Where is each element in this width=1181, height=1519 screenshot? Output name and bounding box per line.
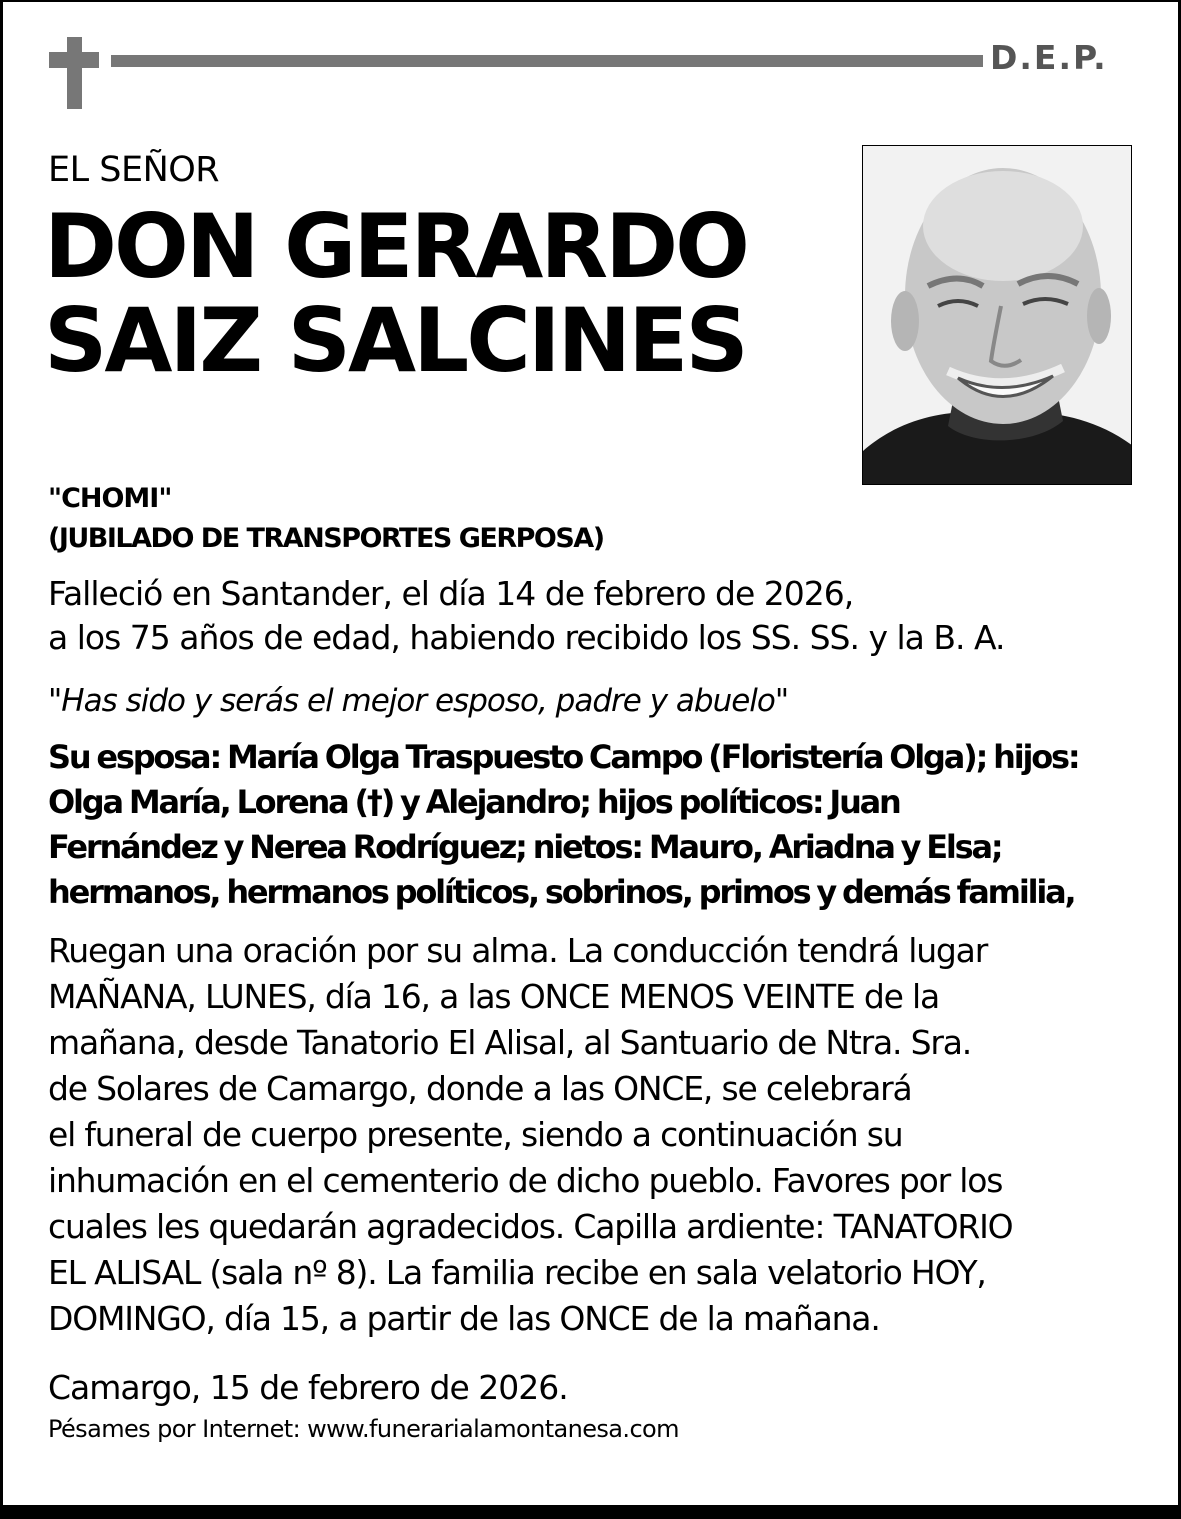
ceremony-line: DOMINGO, día 15, a partir de las ONCE de la mañana. [48,1299,880,1338]
family-line: Fernández y Nerea Rodríguez; nietos: Mauro, Ariadna y Elsa; [48,828,1002,866]
ceremony-line: Ruegan una oración por su alma. La conducción tendrá lugar [48,931,988,970]
death-info [48,572,1148,660]
family-line: Su esposa: María Olga Traspuesto Campo (Floristería Olga); hijos: [48,738,1079,776]
condolences-website[interactable]: Pésames por Internet: www.funerarialamontanesa.com [48,1415,679,1443]
ceremony-line: EL ALISAL (sala nº 8). La familia recibe en sala velatorio HOY, [48,1253,986,1292]
quote: "Has sido y serás el mejor esposo, padre y abuelo" [48,683,789,719]
death-line-1: Falleció en Santander, el día 14 de febrero de 2026, [48,574,854,613]
ceremony-line: el funeral de cuerpo presente, siendo a continuación su [48,1115,903,1154]
ceremony-details [48,928,1133,1342]
portrait-illustration [863,146,1132,485]
occupation: (JUBILADO DE TRANSPORTES GERPOSA) [48,523,604,554]
ceremony-line: mañana, desde Tanatorio El Alisal, al Santuario de Ntra. Sra. [48,1023,972,1062]
family-line: Olga María, Lorena (†) y Alejandro; hijos políticos: Juan [48,783,900,821]
death-line-2: a los 75 años de edad, habiendo recibido los SS. SS. y la B. A. [48,618,1005,657]
ceremony-line: MAÑANA, LUNES, día 16, a las ONCE MENOS VEINTE de la [48,977,940,1016]
ceremony-line: inhumación en el cementerio de dicho pueblo. Favores por los [48,1161,1003,1200]
place-date: Camargo, 15 de febrero de 2026. [48,1368,568,1407]
name-line-2: SAIZ SALCINES [44,289,746,393]
ceremony-line: cuales les quedarán agradecidos. Capilla ardiente: TANATORIO [48,1207,1013,1246]
header-rule [111,55,983,67]
ceremony-line: de Solares de Camargo, donde a las ONCE, se celebrará [48,1069,912,1108]
portrait-photo [862,145,1132,485]
name-line-1: DON GERARDO [44,195,747,298]
alias: "CHOMI" [48,483,172,514]
dep-label: D.E.P. [990,38,1108,77]
family-line: hermanos, hermanos políticos, sobrinos, primos y demás familia, [48,873,1075,911]
honorific: EL SEÑOR [48,150,220,190]
cross-icon-bar [49,52,99,68]
family-list [48,735,1143,915]
deceased-name [44,195,844,393]
cross-icon [67,37,82,109]
